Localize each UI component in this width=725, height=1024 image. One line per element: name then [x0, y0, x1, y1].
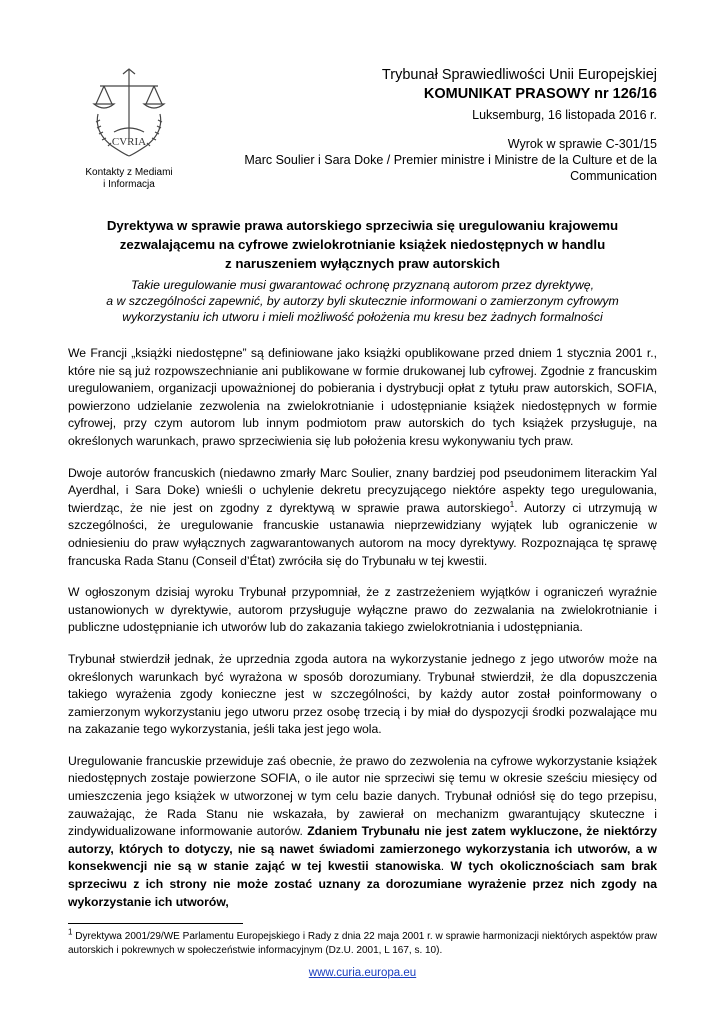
press-header	[382, 66, 657, 125]
press-release-number: KOMUNIKAT PRASOWY nr 126/16	[423, 86, 657, 102]
release-date: Luksemburg, 16 listopada 2016 r.	[472, 108, 657, 122]
paragraph-5	[68, 753, 657, 911]
body-text	[68, 345, 657, 925]
paragraph-5-text-a: Uregulowanie francuskie przewiduje zaś obecnie, że prawo do zezwolenia na cyfrowe wykorzystanie książek niedostępnych zostaje powierzone SOFIA, o ile autor nie sprzeciwi się temu w okresie sześciu miesięcy od umieszczenia jego książek w utworzonej w tym celu bazie danych. Trybunał odniósł się do tego przepisu, zauważając, że Rada Stanu nie wskazała, by zawierał on mechanizm gwarantujący skuteczne i zindywidualizowane informowanie autorów.	[68, 753, 657, 839]
footnote	[68, 927, 657, 958]
footnote-divider	[68, 923, 243, 924]
paragraph-2-text-b: . Autorzy ci utrzymują w szczególności, że uregulowanie francuskie ustanawia nieprzewidziany wyjątek lub ograniczenie w odniesieniu do praw wyłącznych zagwarantowanych autorom na mocy dyrektywy. Rozpoznająca tę sprawę francuska Rada Stanu (Conseil d’État) zwróciła się do Trybunału w tej kwestii.	[68, 500, 657, 568]
footnote-marker: 1	[68, 927, 73, 937]
release-title	[68, 216, 657, 273]
paragraph-5-text-c: .	[440, 859, 451, 874]
curia-logo	[86, 66, 172, 164]
court-name: Trybunał Sprawiedliwości Unii Europejskiej	[381, 67, 657, 83]
paragraph-5-bold-d: W tych okolicznościach sam brak sprzeciwu z ich strony nie może zostać uznany za dorozumiane wyrażenie przez nich zgody na wykorzystanie ich utworów,	[68, 859, 658, 909]
subtitle-line-3: wykorzystaniu ich utworu i mieli możliwość położenia mu kresu bez żadnych formalności	[122, 310, 603, 324]
judgment-case-number: Wyrok w sprawie C-301/15	[507, 137, 657, 151]
paragraph-4: Trybunał stwierdził jednak, że uprzednia zgoda autora na wykorzystanie jednego z jego utworów może na określonych warunkach być wyrażona w sposób dorozumiany. Trybunał stwierdził, że dla dopuszczenia takiego wyrażenia zgody konieczne jest w szczególności, by każdy autor został poinformowany o zamierzonym wykorzystaniu jego utworu przez osobę trzecią i by miał do dyspozycji środki pozwalające mu na zakazanie tego wykorzystania, jeśli taka jest jego wola.	[68, 651, 657, 737]
paragraph-3: W ogłoszonym dzisiaj wyroku Trybunał przypomniał, że z zastrzeżeniem wyjątków i ograniczeń wyraźnie ustanowionych w dyrektywie, autorom przysługuje wyłączne prawo do zezwalania na zwielokrotnianie i publiczne udostępnianie ich utworów lub do zakazania takiego zwielokrotniania i udostępniania.	[68, 585, 657, 635]
paragraph-2	[68, 465, 657, 571]
subtitle-line-1: Takie uregulowanie musi gwarantować ochronę przyznaną autorom przez dyrektywę,	[131, 278, 594, 292]
case-parties: Marc Soulier i Sara Doke / Premier ministre i Ministre de la Culture et de la Communication	[244, 153, 657, 183]
release-subtitle	[68, 277, 657, 325]
footnote-text: Dyrektywa 2001/29/WE Parlamentu Europejskiego i Rady z dnia 22 maja 2001 r. w sprawie harmonizacji niektórych aspektów praw autorskich i pokrewnych w społeczeństwie informacyjnym (Dz.U. 2001, L 167, s. 10).	[68, 931, 657, 956]
media-contacts-label	[70, 167, 188, 191]
title-line-3: z naruszeniem wyłącznych praw autorskich	[225, 256, 500, 271]
title-line-2: zezwalającemu na cyfrowe zwielokrotnianie książek niedostępnych w handlu	[119, 237, 606, 252]
title-line-1: Dyrektywa w sprawie prawa autorskiego sprzeciwia się uregulowaniu krajowemu	[106, 218, 619, 233]
logo-text: CVRIA	[111, 136, 147, 148]
paragraph-5-bold-b: Zdaniem Trybunału nie jest zatem wykluczone, że niektórzy autorzy, których to dotyczy, nie są nawet świadomi zamierzonego wykorzystania ich utworów, a w konsekwencji nie są w stanie zająć w tej kwestii stanowiska	[68, 824, 657, 874]
paragraph-2-text-a: Dwoje autorów francuskich (niedawno zmarły Marc Soulier, znany bardziej pod pseudonimem literackim Yal Ayerdhal, i Sara Doke) wnieśli o uchylenie dekretu precyzującego niektóre aspekty tego uregulowania, twierdząc, że nie jest on zgodny z dyrektywą w sprawie prawa autorskiego	[68, 465, 657, 515]
curia-website-link[interactable]: www.curia.europa.eu	[308, 967, 417, 979]
footnote-reference[interactable]: 1	[509, 499, 515, 509]
case-info	[187, 136, 657, 184]
page-footer	[0, 967, 725, 979]
scales-of-justice-icon	[86, 66, 172, 164]
subtitle-line-2: a w szczególności zapewnić, by autorzy byli skutecznie informowani o zamierzonym cyfrowym	[106, 294, 619, 308]
paragraph-1: We Francji „książki niedostępne” są definiowane jako książki opublikowane przed dniem 1 stycznia 2001 r., które nie są już rozpowszechnianie ani publikowane w formie drukowanej lub cyfrowej. Zgodnie z francuskim uregulowaniem, organizacji upoważnionej do pobierania i dystrybucji opłat z tytułu praw autorskich, SOFIA, powierzono udzielanie zezwolenia na zwielokrotnianie i udostępnianie książek niedostępnych w formie cyfrowej, przy czym autorom lub innym podmiotom praw autorskich do tych książek przysługuje, na określonych warunkach, prawo sprzeciwienia się lub położenia kresu wykonywaniu tych praw.	[68, 346, 657, 448]
contacts-line-1: Kontakty z Mediami	[85, 167, 173, 178]
contacts-line-2: i Informacja	[103, 179, 155, 190]
